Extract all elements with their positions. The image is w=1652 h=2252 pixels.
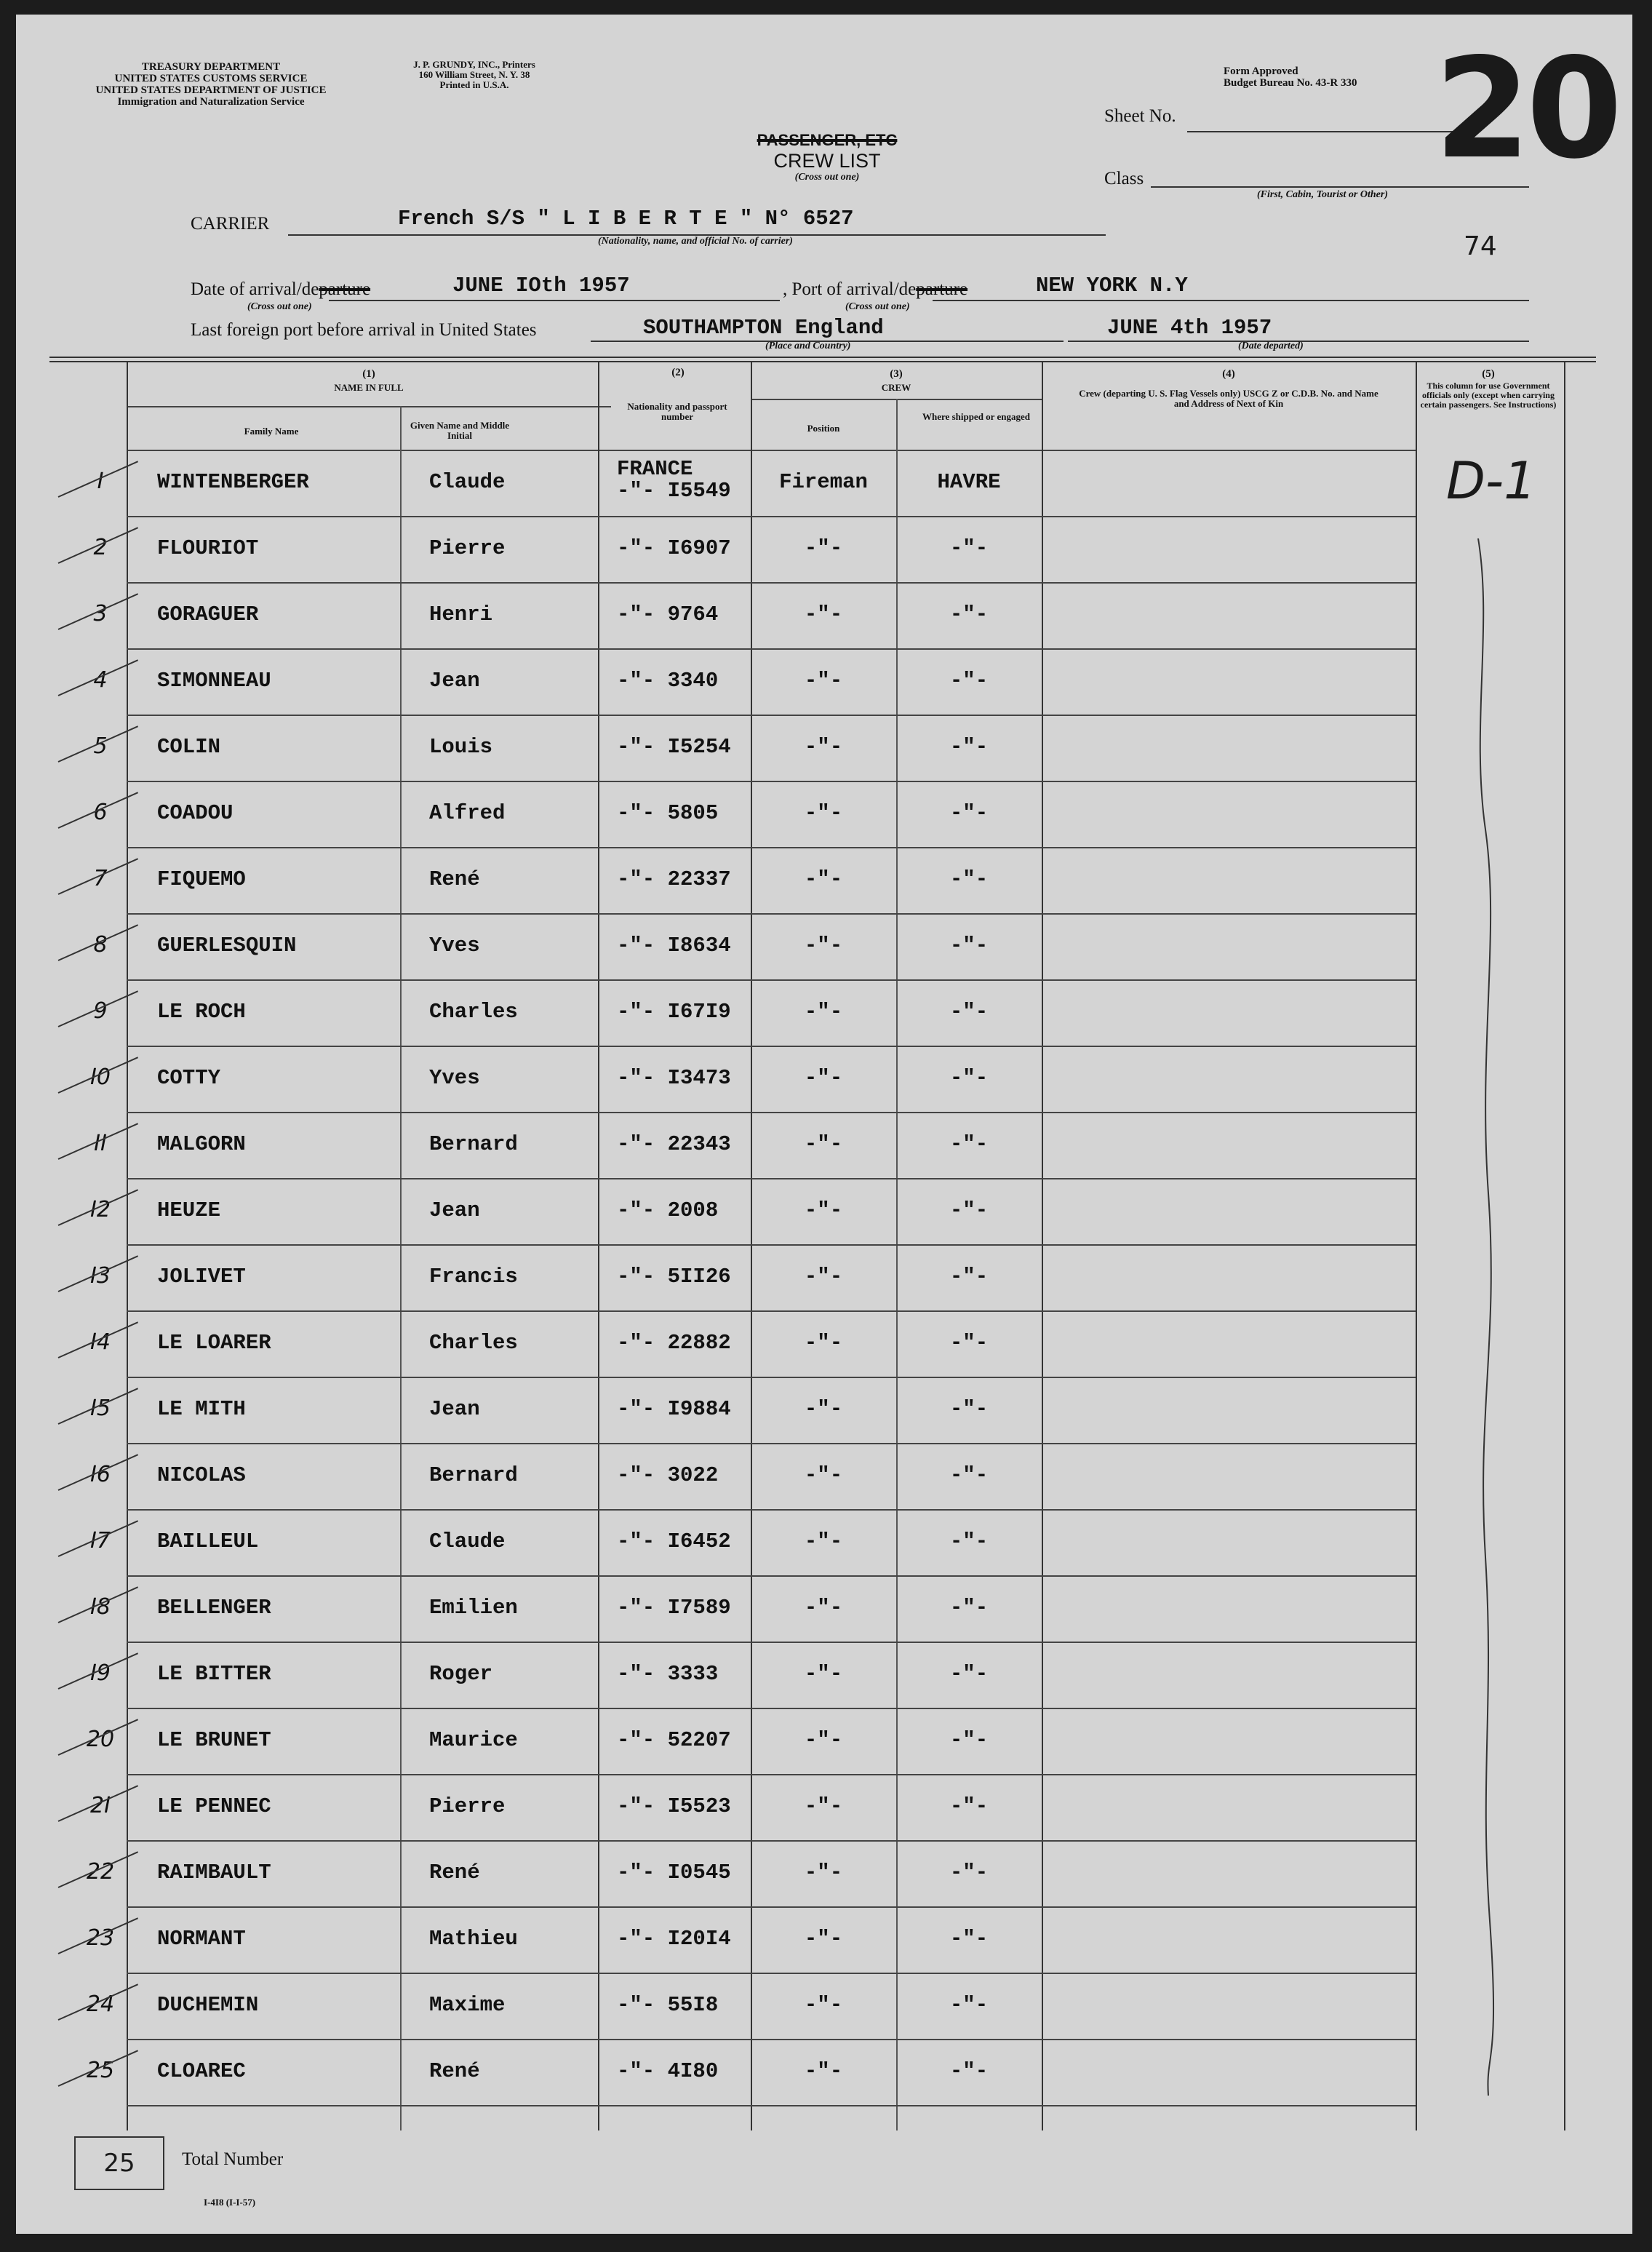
crew-position: -"-: [804, 668, 843, 693]
crew-position: -"-: [804, 1396, 843, 1421]
where-shipped: -"-: [949, 2058, 989, 2083]
col-rule: [598, 362, 599, 2130]
given-name: Roger: [429, 1661, 493, 1686]
row-number: I: [97, 468, 104, 494]
agency-line: TREASURY DEPARTMENT: [141, 61, 281, 73]
col5-num: (5): [1482, 368, 1495, 380]
row-number: 7: [93, 865, 108, 891]
printer-block: [394, 60, 554, 90]
given-name: Yves: [429, 933, 480, 958]
handwritten-bracket-line: [1464, 538, 1507, 2103]
passport-number: -"- 3333: [617, 1661, 719, 1686]
table-top-rule: [49, 361, 1596, 362]
crew-position: -"-: [804, 1595, 843, 1620]
passport-number: -"- I5549: [617, 478, 731, 503]
where-shipped: -"-: [949, 1065, 989, 1090]
crew-position: -"-: [804, 536, 843, 560]
port-underline: [933, 300, 1529, 301]
agency-block: [22, 61, 400, 108]
where-shipped: -"-: [949, 1529, 989, 1553]
col-rule: [400, 406, 402, 2130]
crew-position: -"-: [804, 1794, 843, 1818]
passport-number: -"- 9764: [617, 602, 719, 626]
where-shipped: -"-: [949, 1860, 989, 1885]
given-name: Maurice: [429, 1727, 518, 1752]
crew-position: -"-: [804, 800, 843, 825]
passport-number: -"- 22343: [617, 1131, 731, 1156]
col-rule: [1416, 362, 1417, 2130]
departed-value: JUNE 4th 1957: [1107, 316, 1272, 340]
given-name: Maxime: [429, 1992, 506, 2017]
where-shipped: -"-: [949, 1992, 989, 2017]
carrier-hint: (Nationality, name, and official No. of carrier): [598, 236, 793, 247]
family-name: LE PENNEC: [157, 1794, 271, 1818]
passport-number: -"- I67I9: [617, 999, 731, 1024]
row-rule: [127, 648, 1416, 650]
where-shipped: -"-: [949, 933, 989, 958]
crew-position: -"-: [804, 1131, 843, 1156]
where-shipped: -"-: [949, 800, 989, 825]
cross-out-hint: (Cross out one): [794, 172, 860, 183]
total-value: 25: [103, 2149, 135, 2178]
passport-number: -"- 52207: [617, 1727, 731, 1752]
family-name: HEUZE: [157, 1198, 221, 1222]
row-rule: [127, 1244, 1416, 1246]
list-type-struck: PASSENGER, ETC: [757, 131, 898, 149]
port-hint: (Cross out one): [845, 301, 910, 312]
crew-position: -"-: [804, 1463, 843, 1487]
crew-position: -"-: [804, 867, 843, 891]
family-name: GORAGUER: [157, 602, 259, 626]
where-shipped: -"-: [949, 734, 989, 759]
passport-number: -"- 22337: [617, 867, 731, 891]
row-rule: [127, 1112, 1416, 1113]
passport-number: -"- I9884: [617, 1396, 731, 1421]
sheet-number: 20: [1434, 28, 1619, 189]
family-name: FIQUEMO: [157, 867, 246, 891]
family-name: LE BITTER: [157, 1661, 271, 1686]
family-name: NORMANT: [157, 1926, 246, 1951]
agency-line: UNITED STATES CUSTOMS SERVICE: [114, 73, 308, 84]
total-box: [74, 2136, 164, 2190]
given-name: Jean: [429, 1198, 480, 1222]
where-shipped: -"-: [949, 1131, 989, 1156]
family-name: LE LOARER: [157, 1330, 271, 1355]
passport-number: -"- 5805: [617, 800, 719, 825]
printer-line: Printed in U.S.A.: [439, 79, 509, 90]
row-rule: [127, 1509, 1416, 1511]
given-name: Mathieu: [429, 1926, 518, 1951]
class-underline: [1151, 186, 1529, 188]
where-shipped: -"-: [949, 1595, 989, 1620]
col2-title: Nationality and passport number: [627, 401, 727, 422]
row-rule: [127, 1708, 1416, 1709]
row-number: 2: [93, 534, 108, 560]
passport-number: -"- 55I8: [617, 1992, 719, 2017]
printer-line: 160 William Street, N. Y. 38: [418, 69, 530, 80]
given-name: Francis: [429, 1264, 518, 1289]
passport-number: -"- I5523: [617, 1794, 731, 1818]
passport-number: -"- 3340: [617, 668, 719, 693]
date-hint: (Cross out one): [247, 301, 312, 312]
passport-number: -"- 4I80: [617, 2058, 719, 2083]
where-shipped: -"-: [949, 668, 989, 693]
row-rule: [127, 781, 1416, 782]
crew-position: -"-: [804, 1661, 843, 1686]
row-rule: [127, 979, 1416, 981]
passport-number: -"- 5II26: [617, 1264, 731, 1289]
where-shipped: -"-: [949, 867, 989, 891]
row-rule: [127, 1046, 1416, 1047]
where-shipped: HAVRE: [937, 469, 1001, 494]
given-name: Louis: [429, 734, 493, 759]
family-name: NICOLAS: [157, 1463, 246, 1487]
passport-number: -"- I0545: [617, 1860, 731, 1885]
passport-number: -"- I8634: [617, 933, 731, 958]
row-number: I2: [90, 1196, 111, 1222]
row-number: 5: [93, 733, 108, 759]
form-number: I-4I8 (I-I-57): [204, 2197, 256, 2208]
where-shipped: -"-: [949, 1198, 989, 1222]
passport-number: -"- I6452: [617, 1529, 731, 1553]
agency-line: Immigration and Naturalization Service: [117, 96, 305, 108]
date-value: JUNE IOth 1957: [452, 274, 630, 298]
list-title-block: [707, 131, 947, 183]
col2-num: (2): [671, 367, 685, 378]
family-name: LE MITH: [157, 1396, 246, 1421]
family-name: RAIMBAULT: [157, 1860, 271, 1885]
crew-position: -"-: [804, 1727, 843, 1752]
shipped-header: Where shipped or engaged: [922, 411, 1030, 422]
crew-position: -"-: [804, 602, 843, 626]
family-name: SIMONNEAU: [157, 668, 271, 693]
row-number: 6: [93, 799, 108, 825]
passport-number: -"- I6907: [617, 536, 731, 560]
table-top-rule: [49, 357, 1596, 358]
row-rule: [127, 1443, 1416, 1444]
where-shipped: -"-: [949, 1463, 989, 1487]
departed-hint: (Date departed): [1238, 341, 1304, 351]
row-rule: [127, 715, 1416, 716]
row-number: 20: [86, 1726, 115, 1752]
passport-number: -"- I5254: [617, 734, 731, 759]
where-shipped: -"-: [949, 999, 989, 1024]
passport-number: -"- I3473: [617, 1065, 731, 1090]
passport-number: -"- 2008: [617, 1198, 719, 1222]
row-number: I5: [90, 1395, 111, 1421]
where-shipped: -"-: [949, 1926, 989, 1951]
col-rule: [1564, 362, 1565, 2130]
row-rule: [127, 1310, 1416, 1312]
family-name: COLIN: [157, 734, 221, 759]
family-name: GUERLESQUIN: [157, 933, 297, 958]
given-name: Alfred: [429, 800, 506, 825]
row-number: 25: [86, 2057, 115, 2083]
family-name: DUCHEMIN: [157, 1992, 259, 2017]
passport-number: -"- 22882: [617, 1330, 731, 1355]
last-port-value: SOUTHAMPTON England: [643, 316, 884, 340]
crew-position: Fireman: [779, 469, 868, 494]
form-approved: Form Approved: [1224, 65, 1298, 77]
crew-position: -"-: [804, 1065, 843, 1090]
annotation-d1: D-1: [1446, 451, 1536, 511]
crew-position: -"-: [804, 1198, 843, 1222]
total-label: Total Number: [182, 2149, 284, 2169]
port-label: , Port of arrival/departure: [783, 279, 968, 299]
printer-line: J. P. GRUNDY, INC., Printers: [413, 59, 535, 70]
row-number: 4: [93, 667, 108, 693]
given-name: Charles: [429, 999, 518, 1024]
row-rule: [127, 582, 1416, 584]
row-number: 3: [93, 600, 108, 626]
col4-num: (4): [1222, 368, 1235, 380]
row-rule: [127, 847, 1416, 848]
row-rule: [127, 1377, 1416, 1378]
crew-position: -"-: [804, 2058, 843, 2083]
family-name: CLOAREC: [157, 2058, 246, 2083]
family-name: WINTENBERGER: [157, 469, 309, 494]
given-name: Jean: [429, 1396, 480, 1421]
row-number: 9: [93, 998, 108, 1024]
row-number: I7: [90, 1527, 111, 1553]
date-label: Date of arrival/departure: [191, 279, 371, 299]
row-rule: [127, 1178, 1416, 1179]
given-name: Henri: [429, 602, 493, 626]
crew-position: -"-: [804, 1860, 843, 1885]
position-header: Position: [807, 423, 840, 434]
row-rule: [127, 913, 1416, 915]
row-rule: [127, 1774, 1416, 1775]
row-number: I0: [90, 1064, 111, 1090]
col1-title: NAME IN FULL: [334, 382, 404, 393]
given-name: Bernard: [429, 1131, 518, 1156]
crew-position: -"-: [804, 734, 843, 759]
sheet-underline: [1187, 131, 1456, 132]
row-number: 23: [86, 1925, 115, 1951]
row-rule: [127, 516, 1416, 517]
given-name: René: [429, 1860, 480, 1885]
col1-num: (1): [362, 368, 375, 380]
row-number: I8: [90, 1593, 111, 1620]
col-rule: [1042, 362, 1043, 2130]
family-name: LE ROCH: [157, 999, 246, 1024]
sheet-label: Sheet No.: [1104, 106, 1176, 126]
row-rule: [127, 1906, 1416, 1908]
last-port-hint: (Place and Country): [765, 341, 851, 351]
row-rule: [127, 2039, 1416, 2040]
where-shipped: -"-: [949, 1264, 989, 1289]
where-shipped: -"-: [949, 1727, 989, 1752]
family-name: MALGORN: [157, 1131, 246, 1156]
family-name: JOLIVET: [157, 1264, 246, 1289]
agency-line: UNITED STATES DEPARTMENT OF JUSTICE: [95, 84, 327, 96]
family-header: Family Name: [244, 426, 299, 437]
header-bottom-rule: [127, 450, 1416, 451]
where-shipped: -"-: [949, 1794, 989, 1818]
passport-number: -"- I7589: [617, 1595, 731, 1620]
row-number: 2I: [90, 1792, 111, 1818]
row-number: 8: [93, 931, 108, 958]
col4-title: Crew (departing U. S. Flag Vessels only) USCG Z or C.D.B. No. and Name and Address of Next of Kin: [1079, 388, 1378, 409]
given-name: Jean: [429, 668, 480, 693]
col3-title: CREW: [881, 382, 911, 393]
where-shipped: -"-: [949, 536, 989, 560]
col5-title: This column for use Government officials only (except when carrying certain passengers. See Instructions): [1420, 381, 1557, 410]
row-number: I6: [90, 1461, 111, 1487]
crew-position: -"-: [804, 1529, 843, 1553]
family-name: BELLENGER: [157, 1595, 271, 1620]
crew-position: -"-: [804, 999, 843, 1024]
where-shipped: -"-: [949, 1330, 989, 1355]
where-shipped: -"-: [949, 602, 989, 626]
row-rule: [127, 1973, 1416, 1974]
crew-list-form: [16, 15, 1632, 2234]
budget-bureau: Budget Bureau No. 43-R 330: [1224, 77, 1357, 89]
row-rule: [127, 1840, 1416, 1842]
carrier-value: French S/S " L I B E R T E " N° 6527: [398, 207, 854, 231]
family-name: COTTY: [157, 1065, 221, 1090]
given-name: Yves: [429, 1065, 480, 1090]
given-name: René: [429, 867, 480, 891]
class-hint: (First, Cabin, Tourist or Other): [1257, 189, 1388, 200]
family-name: FLOURIOT: [157, 536, 259, 560]
row-number: 24: [86, 1991, 115, 2017]
row-number: II: [94, 1130, 107, 1156]
family-name: BAILLEUL: [157, 1529, 259, 1553]
row-rule: [127, 1642, 1416, 1643]
row-rule: [127, 1575, 1416, 1577]
row-number: I4: [90, 1329, 111, 1355]
given-name: Claude: [429, 469, 506, 494]
row-number: 22: [86, 1858, 115, 1885]
given-header: Given Name and Middle Initial: [410, 420, 510, 441]
given-name: Claude: [429, 1529, 506, 1553]
row-number: I3: [90, 1262, 111, 1289]
col-rule: [127, 362, 128, 2130]
crew-position: -"-: [804, 1926, 843, 1951]
crew-position: -"-: [804, 1264, 843, 1289]
given-name: Pierre: [429, 536, 506, 560]
given-name: Bernard: [429, 1463, 518, 1487]
row-number: I9: [90, 1660, 111, 1686]
port-value: NEW YORK N.Y: [1036, 274, 1188, 298]
given-name: Pierre: [429, 1794, 506, 1818]
crew-position: -"-: [804, 1992, 843, 2017]
given-name: Emilien: [429, 1595, 518, 1620]
passport-number: -"- 3022: [617, 1463, 719, 1487]
col3-num: (3): [890, 368, 903, 380]
crew-position: -"-: [804, 1330, 843, 1355]
where-shipped: -"-: [949, 1396, 989, 1421]
family-name: LE BRUNET: [157, 1727, 271, 1752]
where-shipped: -"-: [949, 1661, 989, 1686]
class-label: Class: [1104, 169, 1144, 188]
family-name: COADOU: [157, 800, 234, 825]
date-underline: [329, 300, 780, 301]
header-rule: [127, 406, 611, 407]
list-type: CREW LIST: [773, 150, 881, 172]
carrier-label: CARRIER: [191, 214, 270, 234]
nationality: FRANCE: [617, 456, 693, 481]
given-name: Charles: [429, 1330, 518, 1355]
given-name: René: [429, 2058, 480, 2083]
last-port-label: Last foreign port before arrival in United States: [191, 320, 537, 340]
page-mark: 74: [1464, 231, 1497, 261]
passport-number: -"- I20I4: [617, 1926, 731, 1951]
row-rule: [127, 2105, 1416, 2106]
crew-position: -"-: [804, 933, 843, 958]
